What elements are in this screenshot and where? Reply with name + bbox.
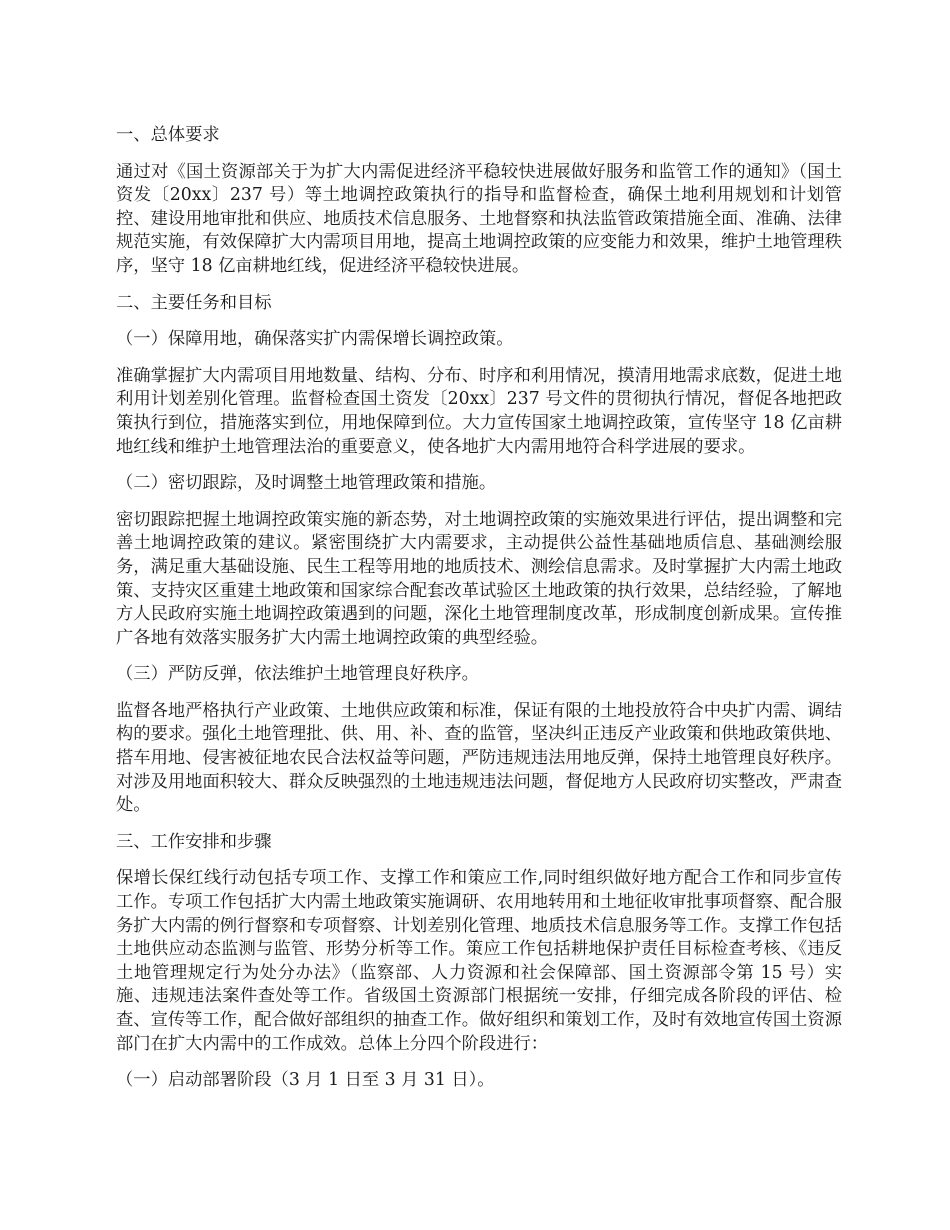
subheading-close-tracking: （二）密切跟踪，及时调整土地管理政策和措施。 (116, 473, 497, 494)
section-heading-overall-requirements: 一、总体要求 (116, 125, 220, 145)
document-body (116, 124, 842, 1106)
subheading-guarantee-land: （一）保障用地，确保落实扩内需保增长调控政策。 (116, 329, 514, 350)
paragraph-work-arrangement: 保增长保红线行动包括专项工作、支撑工作和策应工作,同时组织做好地方配合工作和同步宣传工作。专项工作包括扩大内需土地政策实施调研、农用地转用和土地征收审批事项督察、配合服务扩大内需的例行督察和专项督察、计划差别化管理、地质技术信息服务等工作。支撑工作包括土地供应动态监测与监管、形势分析等工作。策应工作包括耕地保护责任目标检查考核、《违反土地管理规定行为处分办法》（监察部、人力资源和社会保障部、国土资源部令第 15 号）实施、违规违法案件查处等工作。省级国土资源部门根据统一安排，仔细完成各阶段的评估、检查、宣传等工作，配合做好部组织的抽查工作。做好组织和策划工作，及时有效地宣传国土资源部门在扩大内需中的工作成效。总体上分四个阶段进行： (116, 868, 842, 1054)
section-heading-work-arrangement: 三、工作安排和步骤 (116, 831, 272, 852)
paragraph-overall-requirements: 通过对《国土资源部关于为扩大内需促进经济平稳较快进展做好服务和监管工作的通知》（国土资发〔20xx〕237 号）等土地调控政策执行的指导和监督检查，确保土地利用规划和计划管控、建设用地审批和供应、地质技术信息服务、土地督察和执法监管政策措施全面、准确、法律规范实施，有效保障扩大内需项目用地，提高土地调控政策的应变能力和效果，维护土地管理秩序，坚守 18 亿亩耕地红线，促进经济平稳较快进展。 (116, 161, 842, 276)
subheading-prevent-rebound: （三）严防反弹，依法维护土地管理良好秩序。 (116, 664, 479, 685)
paragraph-prevent-rebound: 监督各地严格执行产业政策、土地供应政策和标准，保证有限的土地投放符合中央扩内需、调结构的要求。强化土地管理批、供、用、补、查的监管，坚决纠正违反产业政策和供地政策供地、搭车用地、侵害被征地农民合法权益等问题，严防违规违法用地反弹，保持土地管理良好秩序。对涉及用地面积较大、群众反映强烈的土地违规违法问题，督促地方人民政府切实整改，严肃查处。 (116, 700, 842, 816)
paragraph-guarantee-land: 准确掌握扩大内需项目用地数量、结构、分布、时序和利用情况，摸清用地需求底数，促进土地利用计划差别化管理。监督检查国土资发〔20xx〕237 号文件的贯彻执行情况，督促各地把政策执行到位，措施落实到位，用地保障到位。大力宣传国家土地调控政策，宣传坚守 18 亿亩耕地红线和维护土地管理法治的重要意义，使各地扩大内需用地符合科学进展的要求。 (116, 365, 842, 457)
subheading-launch-phase: （一）启动部署阶段（3 月 1 日至 3 月 31 日）。 (116, 1070, 495, 1091)
paragraph-close-tracking: 密切跟踪把握土地调控政策实施的新态势，对土地调控政策的实施效果进行评估，提出调整和完善土地调控政策的建议。紧密围绕扩大内需要求，主动提供公益性基础地质信息、基础测绘服务，满足重大基础设施、民生工程等用地的地质技术、测绘信息需求。及时掌握扩大内需土地政策、支持灾区重建土地政策和国家综合配套改革试验区土地政策的执行效果，总结经验，了解地方人民政府实施土地调控政策遇到的问题，深化土地管理制度改革，形成制度创新成果。宣传推广各地有效落实服务扩大内需土地调控政策的典型经验。 (116, 509, 842, 648)
section-heading-tasks-and-goals: 二、主要任务和目标 (116, 292, 272, 313)
